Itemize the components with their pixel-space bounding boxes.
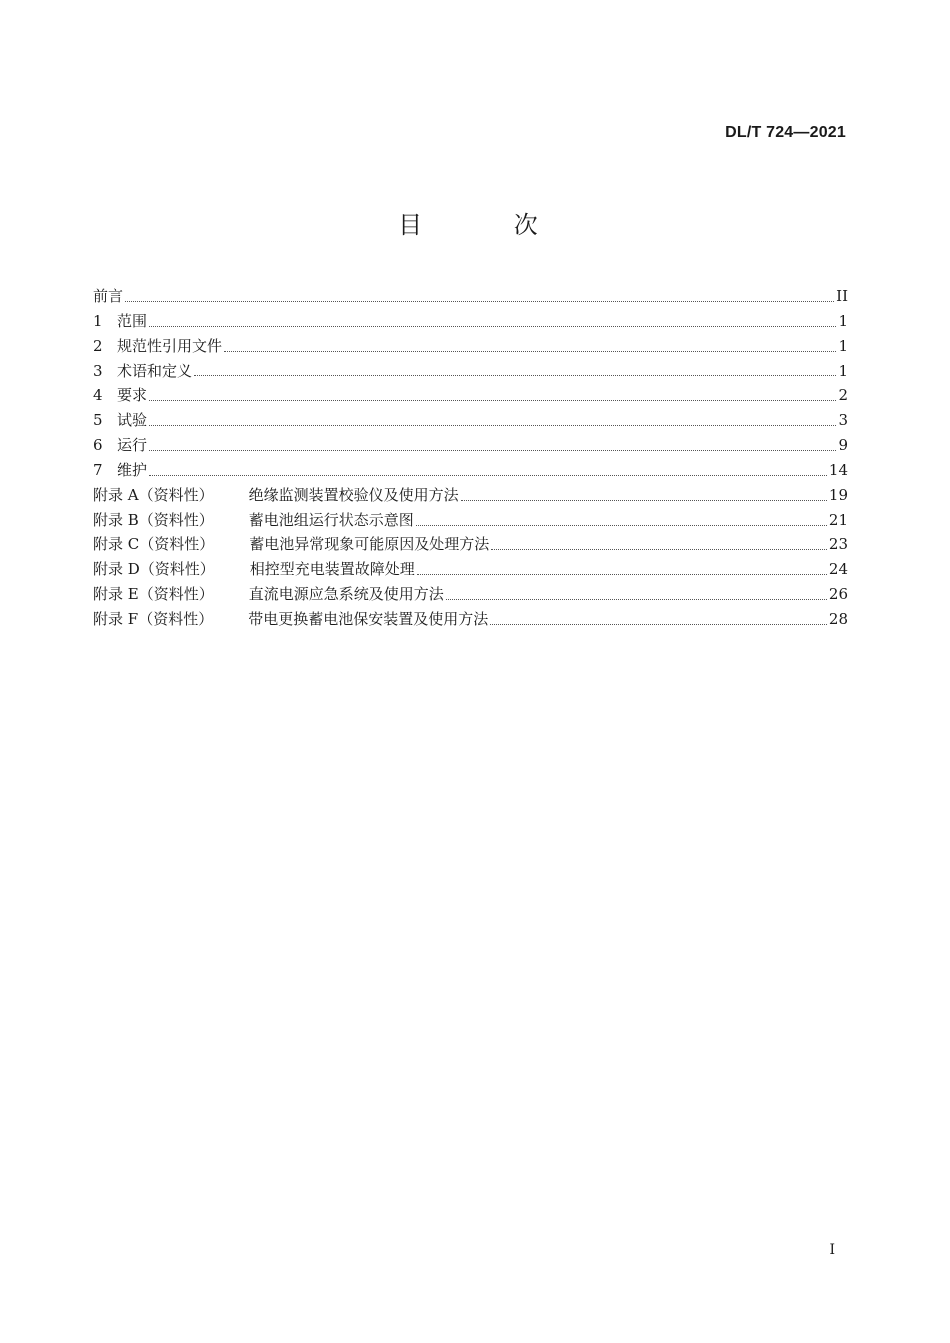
toc-appendix-b[interactable]	[93, 509, 848, 534]
toc-appendix-a[interactable]	[93, 484, 848, 509]
toc-entry-label: 试验	[117, 411, 148, 430]
toc-leader-dots	[446, 599, 827, 600]
toc-entry-foreword[interactable]	[93, 285, 848, 310]
page-number: I	[829, 1242, 835, 1258]
toc-entry-2[interactable]	[93, 335, 848, 360]
toc-leader-dots	[125, 301, 834, 302]
toc-entry-label: 前言	[93, 287, 124, 305]
appendix-type-tag: （资料性）	[139, 560, 215, 579]
toc-entry-page: 1	[838, 311, 848, 330]
toc-entry-number: 7	[93, 460, 103, 479]
toc-leader-dots	[491, 549, 827, 550]
toc-entry-label: 要求	[117, 386, 148, 405]
toc-leader-dots	[490, 624, 827, 625]
toc-appendix-f[interactable]	[93, 608, 848, 633]
toc-entry-label: 维护	[117, 460, 148, 479]
appendix-prefix: 附录 E	[93, 585, 139, 604]
appendix-prefix: 附录 A	[93, 485, 139, 504]
toc-leader-dots	[149, 425, 836, 426]
toc-entry-label: 蓄电池异常现象可能原因及处理方法	[249, 535, 490, 554]
toc-entry-number: 5	[93, 411, 103, 430]
toc-entry-number: 3	[93, 361, 103, 380]
toc-leader-dots	[149, 450, 836, 451]
table-of-contents	[93, 285, 848, 633]
toc-entry-number: 4	[93, 386, 103, 405]
toc-leader-dots	[416, 525, 827, 526]
toc-entry-page: 1	[838, 336, 848, 355]
toc-entry-page: 14	[828, 460, 848, 479]
toc-entry-7[interactable]	[93, 459, 848, 484]
toc-entry-page: 21	[828, 510, 848, 529]
appendix-type-tag: （资料性）	[138, 485, 214, 504]
toc-entry-number: 1	[93, 311, 103, 330]
toc-entry-label: 直流电源应急系统及使用方法	[248, 585, 444, 604]
appendix-type-tag: （资料性）	[139, 535, 215, 554]
appendix-type-tag: （资料性）	[138, 609, 214, 628]
toc-entry-label: 运行	[117, 436, 148, 455]
appendix-prefix: 附录 C	[93, 535, 140, 554]
toc-entry-3[interactable]	[93, 360, 848, 385]
appendix-type-tag: （资料性）	[138, 510, 214, 529]
toc-entry-page: 24	[828, 560, 848, 579]
toc-entry-page: 19	[828, 485, 848, 504]
toc-entry-6[interactable]	[93, 434, 848, 459]
toc-entry-1[interactable]	[93, 310, 848, 335]
toc-appendix-e[interactable]	[93, 583, 848, 608]
toc-entry-number: 2	[93, 336, 103, 355]
toc-leader-dots	[149, 475, 827, 476]
toc-entry-label: 绝缘监测装置校验仪及使用方法	[248, 485, 459, 504]
toc-appendix-d[interactable]	[93, 558, 848, 583]
toc-entry-label: 规范性引用文件	[117, 336, 223, 355]
toc-entry-page: 2	[838, 386, 848, 405]
toc-entry-page: 1	[838, 361, 848, 380]
document-code: DL/T 724—2021	[725, 124, 846, 141]
toc-entry-label: 带电更换蓄电池保安装置及使用方法	[248, 609, 489, 628]
toc-leader-dots	[149, 326, 836, 327]
appendix-prefix: 附录 D	[93, 560, 140, 579]
toc-entry-number: 6	[93, 436, 103, 455]
page-title: 目 次	[398, 211, 580, 239]
toc-leader-dots	[224, 351, 836, 352]
toc-entry-page: 28	[828, 609, 848, 628]
toc-leader-dots	[461, 500, 827, 501]
toc-leader-dots	[417, 574, 827, 575]
toc-entry-label: 术语和定义	[117, 361, 193, 380]
toc-entry-label: 相控型充电装置故障处理	[249, 560, 415, 579]
toc-leader-dots	[194, 375, 836, 376]
toc-entry-5[interactable]	[93, 409, 848, 434]
appendix-prefix: 附录 B	[93, 510, 139, 529]
appendix-type-tag: （资料性）	[138, 585, 214, 604]
toc-entry-label: 范围	[117, 311, 148, 330]
toc-leader-dots	[149, 400, 836, 401]
toc-entry-page: 9	[838, 436, 848, 455]
toc-entry-page: 26	[828, 585, 848, 604]
toc-entry-page: II	[836, 287, 848, 305]
toc-entry-page: 3	[838, 411, 848, 430]
toc-entry-4[interactable]	[93, 384, 848, 409]
appendix-prefix: 附录 F	[93, 609, 139, 628]
toc-entry-label: 蓄电池组运行状态示意图	[248, 510, 414, 529]
toc-entry-page: 23	[828, 535, 848, 554]
toc-appendix-c[interactable]	[93, 533, 848, 558]
